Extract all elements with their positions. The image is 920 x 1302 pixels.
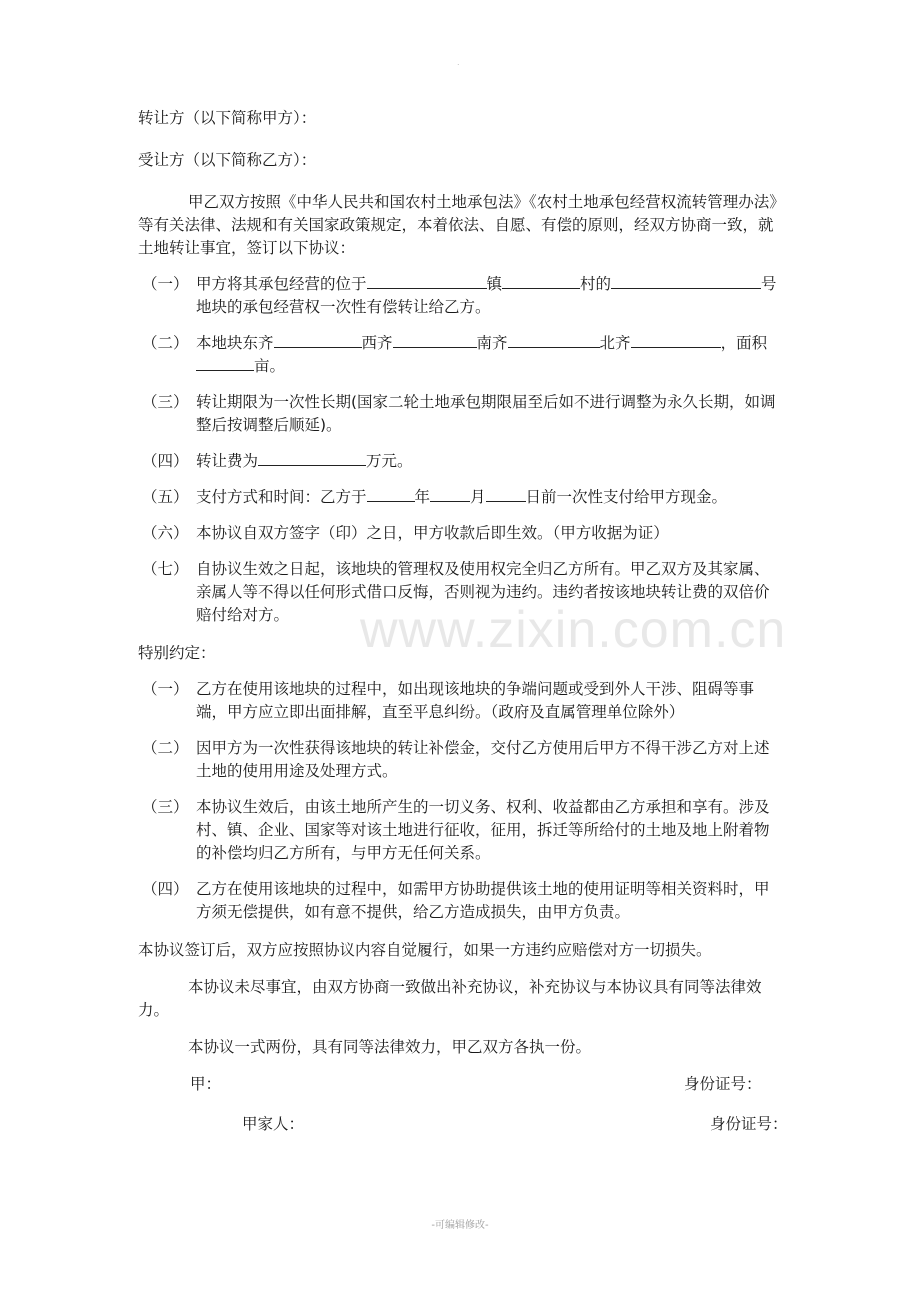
fill-blank-year[interactable]	[367, 486, 415, 502]
clause-text: 本协议自双方签字（印）之日，甲方收款后即生效。（甲方收据为证）	[196, 524, 669, 542]
clause-number: （一）	[142, 275, 189, 293]
fill-blank-town[interactable]	[367, 273, 487, 289]
clause-text-part: 本地块东齐	[196, 334, 274, 352]
signature-id-a: 身份证号：	[684, 1075, 762, 1093]
fill-blank-area[interactable]	[196, 355, 254, 371]
fill-blank-east[interactable]	[274, 332, 362, 348]
clause-4	[138, 450, 778, 473]
clause-text-part: 北齐	[599, 334, 631, 352]
signature-id-family: 身份证号：	[710, 1115, 788, 1133]
clause-text-part: 月	[470, 488, 486, 506]
clause-text: 因甲方为一次性获得该地块的转让补偿金，交付乙方使用后甲方不得干涉乙方对上述土地的使用用途及处理方式。	[196, 739, 770, 780]
signature-party-a: 甲：	[190, 1075, 222, 1093]
transferor-line: 转让方（以下简称甲方）：	[138, 109, 317, 127]
fill-blank-south[interactable]	[508, 332, 600, 348]
fill-blank-west[interactable]	[393, 332, 477, 348]
clause-text	[196, 486, 778, 509]
clause-text-part: 亩。	[254, 357, 286, 375]
clause-text-part: 南齐	[476, 334, 508, 352]
clause-text-part: 镇	[486, 275, 503, 293]
header-mark: .	[457, 58, 460, 67]
clause-number: （四）	[142, 880, 189, 898]
clause-6	[138, 522, 778, 545]
special-item-1	[138, 678, 778, 724]
clause-2	[138, 332, 778, 378]
clause-5	[138, 486, 778, 509]
clause-1	[138, 273, 778, 319]
contract-body	[138, 107, 778, 1073]
signature-family-a: 甲家人：	[242, 1115, 305, 1133]
clause-text: 转让期限为一次性长期(国家二轮土地承包期限届至后如不进行调整为永久长期，如调整后按调整后顺延)。	[196, 393, 776, 434]
closing-paragraph-1: 本协议签订后，双方应按照协议内容自觉履行，如果一方违约应赔偿对方一切损失。	[138, 941, 712, 959]
clause-text-part: 年	[414, 488, 431, 506]
special-item-3	[138, 796, 778, 865]
special-item-2	[138, 737, 778, 783]
clause-text	[196, 332, 778, 378]
clause-text: 乙方在使用该地块的过程中，如需甲方协助提供该土地的使用证明等相关资料时，甲方须无偿提供，如有意不提供，给乙方造成损失，由甲方负责。	[196, 880, 770, 921]
clause-number: （六）	[142, 524, 189, 542]
page-footer: -可编辑修改-	[431, 1220, 489, 1231]
clause-text: 本协议生效后，由该土地所产生的一切义务、权利、收益都由乙方承担和享有。涉及村、镇、企业、国家等对该土地进行征收，征用，拆迁等所给付的土地及地上附着物的补偿均归乙方所有，与甲方无任何关系。	[196, 798, 770, 862]
clause-text: 自协议生效之日起，该地块的管理权及使用权完全归乙方所有。甲乙双方及其家属、亲属人等不得以任何形式借口反悔，否则视为违约。违约者按该地块转让费的双倍价赔付给对方。	[196, 560, 770, 624]
clause-number: （二）	[142, 739, 189, 757]
special-terms-title: 特别约定：	[138, 644, 216, 662]
clause-number: （一）	[142, 680, 189, 698]
clause-number: （七）	[142, 560, 189, 578]
clause-text	[196, 273, 778, 319]
clause-number: （三）	[142, 798, 189, 816]
clause-text-part: 甲方将其承包经营的位于	[196, 275, 367, 293]
clause-number: （五）	[142, 488, 189, 506]
fill-blank-day[interactable]	[486, 486, 526, 502]
fill-blank-plot-number[interactable]	[611, 273, 761, 289]
special-item-4	[138, 878, 778, 924]
clause-text-part: 支付方式和时间：乙方于	[196, 488, 367, 506]
fill-blank-month[interactable]	[430, 486, 470, 502]
fill-blank-village[interactable]	[502, 273, 580, 289]
clause-text-part: 号地块的承包经营权一次性有偿转让给乙方。	[196, 275, 777, 316]
fill-blank-fee[interactable]	[258, 450, 366, 466]
closing-paragraph-2: 本协议未尽事宜，由双方协商一致做出补充协议，补充协议与本协议具有同等法律效力。	[138, 978, 762, 1019]
clause-list	[138, 273, 778, 627]
intro-paragraph: 甲乙双方按照《中华人民共和国农村土地承包法》《农村土地承包经营权流转管理办法》等有关法律、法规和有关国家政策规定，本着依法、自愿、有偿的原则，经双方协商一致，就土地转让事宜，签订以下协议：	[138, 193, 778, 257]
watermark: www.zixin.com.cn	[360, 601, 787, 659]
closing-paragraph-3: 本协议一式两份，具有同等法律效力，甲乙双方各执一份。	[188, 1038, 592, 1056]
clause-text-part: 日前一次性支付给甲方现金。	[525, 488, 728, 506]
clause-3	[138, 391, 778, 437]
clause-text: 乙方在使用该地块的过程中，如出现该地块的争端问题或受到外人干涉、阻碍等事端，甲方应立即出面排解，直至平息纠纷。（政府及直属管理单位除外）	[196, 680, 755, 721]
fill-blank-north[interactable]	[631, 332, 721, 348]
transferee-line: 受让方（以下简称乙方）：	[138, 151, 317, 169]
clause-number: （二）	[142, 334, 189, 352]
clause-text-part: 村的	[580, 275, 612, 293]
clause-text-part: 转让费为	[196, 452, 259, 470]
clause-number: （四）	[142, 452, 189, 470]
clause-text-part: 万元。	[366, 452, 413, 470]
clause-text-part: ，面积	[720, 334, 768, 352]
clause-text	[196, 450, 778, 473]
clause-number: （三）	[142, 393, 189, 411]
clause-text-part: 西齐	[361, 334, 393, 352]
